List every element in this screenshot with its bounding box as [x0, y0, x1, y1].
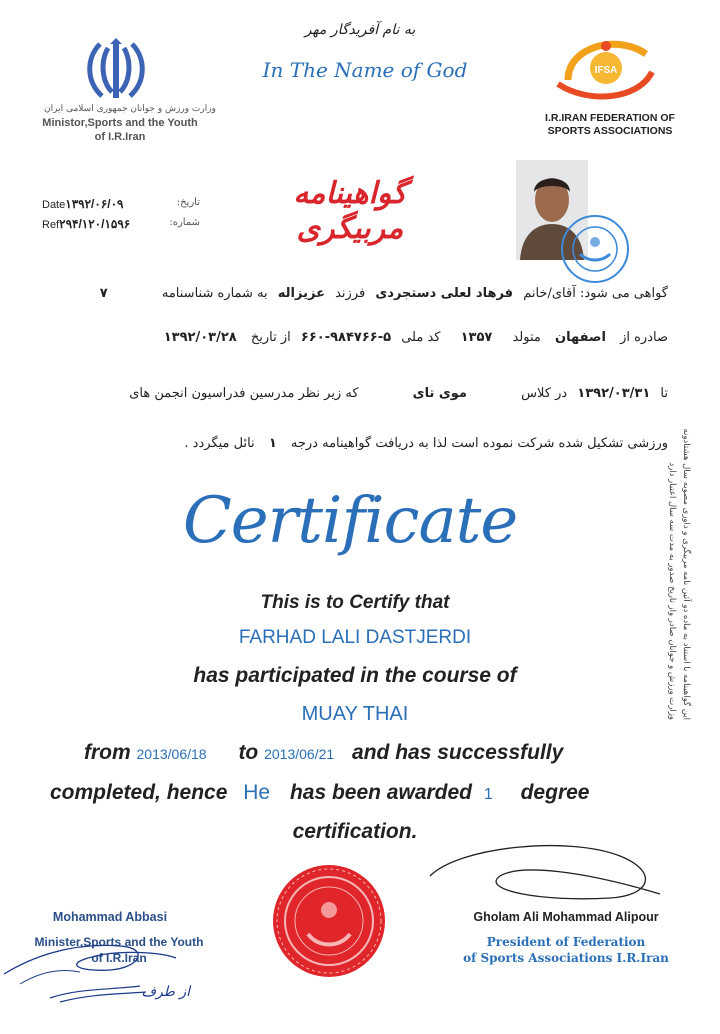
- left-fa-note: از طرف: [141, 984, 190, 1000]
- course-name: MUAY THAI: [301, 703, 409, 725]
- fa-birth: ۱۳۵۷: [460, 330, 493, 345]
- dates-line: [84, 741, 563, 765]
- to-label: to: [238, 741, 259, 764]
- fa-sport: موی تای: [412, 386, 467, 401]
- right-signature-icon: [420, 836, 670, 916]
- title-fa: گواهینامه مربیگری: [293, 176, 407, 246]
- fa-line1-a: گواهی می شود: آقای/خانم: [523, 286, 668, 301]
- fa-line4-a: ورزشی تشکیل شده شرکت نموده است لذا به دریافت گواهینامه درجه: [290, 436, 668, 451]
- fa-line3-c: که زیر نظر مدرسین فدراسیون انجمن های: [129, 386, 359, 401]
- left-signer-title-2: of I.R.Iran: [91, 951, 147, 965]
- from-label: from: [84, 741, 131, 764]
- success-label: and has successfully: [352, 741, 564, 764]
- awarded-label: has been awarded: [289, 781, 473, 804]
- fa-line-3: [48, 386, 668, 401]
- red-seal-icon: [270, 862, 388, 980]
- fa-line2-b: متولد: [512, 330, 541, 345]
- left-signer-name: Mohammad Abbasi: [52, 910, 168, 924]
- fa-id-no: ۷: [99, 286, 108, 301]
- ref-label: Ref: [42, 219, 60, 231]
- ref-row: [42, 217, 130, 231]
- fa-from: ۱۳۹۲/۰۳/۲۸: [163, 330, 237, 345]
- date-value: ۱۳۹۲/۰۶/۰۹: [65, 197, 124, 211]
- ministry-fa: وزارت ورزش و جوانان جمهوری اسلامی ایران: [44, 104, 216, 114]
- fa-national: ۵-۹۸۴۷۶۶-۶۶۰: [300, 330, 392, 345]
- certify-line: This is to Certify that: [260, 592, 450, 613]
- date-label: Date: [42, 199, 66, 211]
- basmala-fa: به نام آفریدگار مهر: [304, 22, 416, 38]
- ministry-en-2: of I.R.Iran: [94, 131, 146, 143]
- side-note-2: وزارت ورزش و جوانان صادر واز تاریخ صدور به مدت سه سال اعتبار دارد: [667, 462, 677, 720]
- fa-city: اصفهان: [555, 330, 606, 345]
- certificate-title: Certificate: [182, 484, 518, 558]
- iran-emblem-icon: [80, 34, 152, 106]
- fa-line2-c: کد ملی: [401, 330, 441, 345]
- fa-line3-b: در کلاس: [521, 386, 568, 401]
- awarded-line: [50, 781, 589, 805]
- federation-en-1: I.R.IRAN FEDERATION OF: [545, 112, 675, 124]
- certification-line: certification.: [292, 820, 418, 843]
- federation-logo-icon: [548, 28, 658, 108]
- left-signer-title-1: Minister,Sports and the Youth: [34, 935, 204, 949]
- degree-label: degree: [520, 781, 590, 804]
- right-signer-name: Gholam Ali Mohammad Alipour: [473, 910, 659, 924]
- ministry-en-1: Ministor,Sports and the Youth: [42, 117, 198, 129]
- pronoun: He: [243, 781, 271, 804]
- fa-line4-b: نائل میگردد .: [184, 436, 255, 451]
- association-stamp-icon: [558, 212, 632, 286]
- ref-value: ۲۹۴/۱۲۰/۱۵۹۶: [59, 217, 131, 231]
- fa-line1-c: به شماره شناسنامه: [161, 286, 268, 301]
- ref-fa-label: شماره:: [169, 217, 200, 228]
- fa-line-4: [48, 436, 668, 451]
- completed-label: completed, hence: [50, 781, 228, 804]
- fa-line1-b: فرزند: [335, 286, 366, 301]
- right-signer-title-1: President of Federation: [486, 935, 646, 949]
- federation-badge-text: IFSA: [594, 65, 618, 76]
- fa-line-2: [48, 330, 668, 345]
- participated-line: has participated in the course of: [193, 664, 517, 687]
- fa-name: فرهاد لعلی دستجردی: [375, 286, 514, 301]
- to-date: 2013/06/21: [264, 746, 335, 762]
- english-name: FARHAD LALI DASTJERDI: [238, 627, 472, 648]
- federation-en-2: SPORTS ASSOCIATIONS: [547, 125, 673, 137]
- fa-line2-a: صادره از: [620, 330, 668, 345]
- basmala-en: In The Name of God: [262, 58, 468, 82]
- fa-to: ۱۳۹۲/۰۳/۳۱: [577, 386, 651, 401]
- from-date: 2013/06/18: [136, 746, 207, 762]
- fa-degree: ۱: [268, 436, 277, 451]
- date-fa-label: تاریخ:: [176, 197, 200, 208]
- fa-father: عزیزاله: [277, 286, 325, 301]
- date-row: [42, 197, 123, 211]
- side-note: [653, 380, 693, 720]
- degree-value: 1: [483, 786, 493, 803]
- fa-line3-a: تا: [660, 386, 668, 401]
- fa-line-1: [48, 286, 668, 301]
- right-signer-title-2: of Sports Associations I.R.Iran: [463, 951, 669, 965]
- fa-line2-d: از تاریخ: [250, 330, 291, 345]
- side-note-1: این گواهینامه با استناد به ماده دو آئین نامه مربیگری و داوری مصوبه سال هشتادونه: [681, 428, 691, 720]
